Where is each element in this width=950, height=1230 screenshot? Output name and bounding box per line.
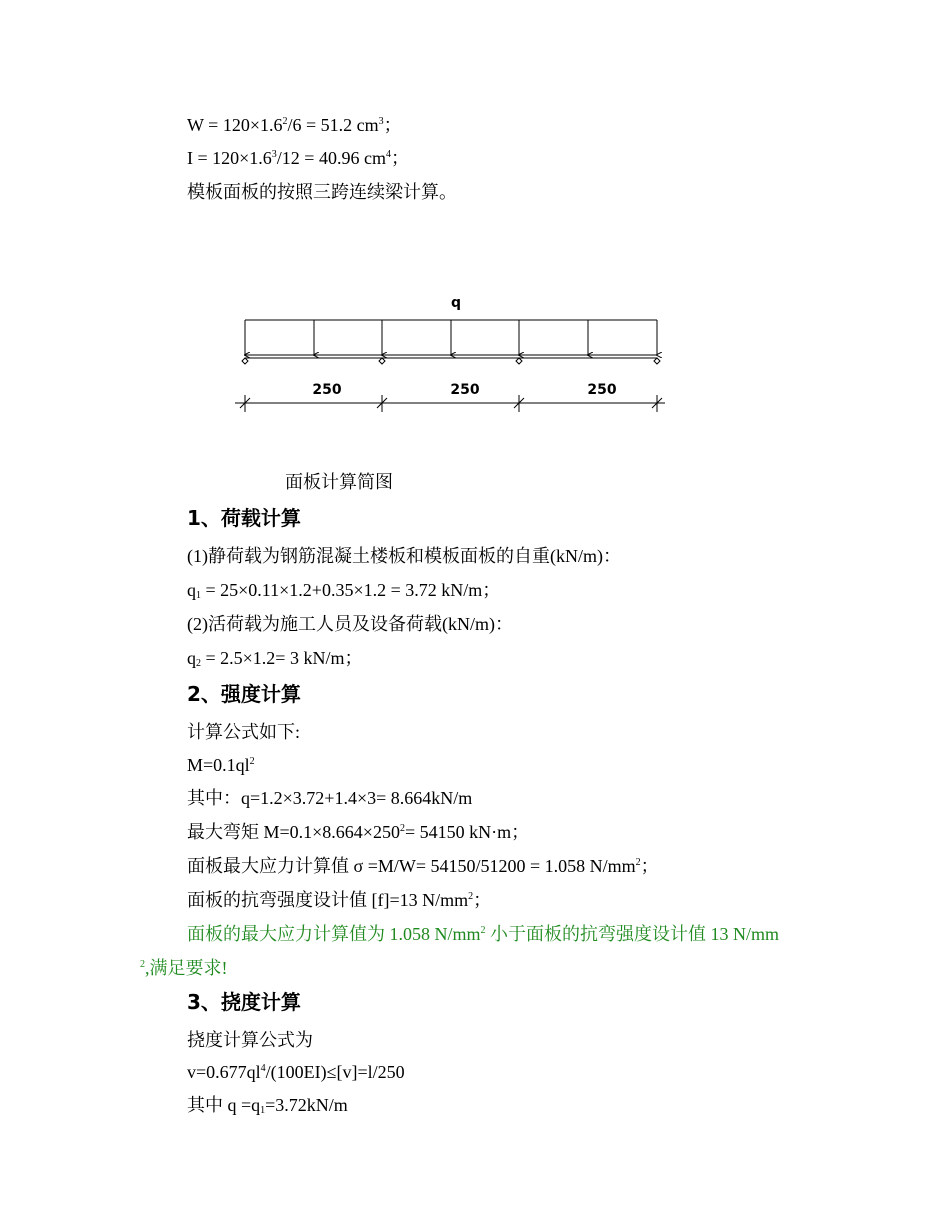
q1-formula: $q_1 = 25\times 0.11\times 1.2+0.35\times 1.2 = 3.72$ kN/m； <box>187 580 501 601</box>
load-arrows <box>245 320 657 355</box>
moment-of-inertia-formula: $I = 120\times 1.6^3/12 = 40.96$ $cm^4$； <box>187 148 409 168</box>
calc-method-text: 模板面板的按照三跨连续梁计算。 <box>187 182 457 202</box>
deflection-formula: $v=0.677ql^4/(100EI)\le[v]=l/250$ <box>187 1062 405 1082</box>
supports <box>242 358 660 364</box>
deflection-q-line: 其中 $q =q_1=3.72kN/m$ <box>187 1095 348 1116</box>
load-label: q <box>450 295 462 311</box>
q2-formula: $q_2 = 2.5\times 1.2= 3$ kN/m； <box>187 648 363 669</box>
strength-conclusion-line-1: 面板的最大应力计算值为 1.058 $N/mm^2$ 小于面板的抗弯强度设计值 13 N/mm <box>187 924 780 944</box>
span-label-2: 250 <box>450 382 480 398</box>
section-1-heading: 1、荷载计算 <box>187 506 301 530</box>
dead-load-text: (1)静荷载为钢筋混凝土楼板和模板面板的自重(kN/m)： <box>187 546 621 566</box>
live-load-text: (2)活荷载为施工人员及设备荷载(kN/m)： <box>187 614 513 634</box>
diagram-caption: 面板计算简图 <box>285 472 393 492</box>
q-line: 其中：q=1.2×3.72+1.4×3= 8.664kN/m <box>187 788 473 808</box>
max-moment: 最大弯矩 $M=0.1\times 8.664\times 250^2= 54150$ kN·m； <box>187 822 530 842</box>
span-label-1: 250 <box>312 382 342 398</box>
section-2-heading: 2、强度计算 <box>187 682 301 706</box>
strength-conclusion-line-2: $^2$,满足要求! <box>140 958 228 978</box>
formula-intro: 计算公式如下: <box>187 722 301 742</box>
max-stress: 面板最大应力计算值 σ =M/W= 54150/51200 = 1.058 $N/mm^2$； <box>187 856 659 876</box>
moment-formula: $M=0.1ql^2$ <box>187 755 255 775</box>
span-label-3: 250 <box>587 382 617 398</box>
beam-diagram <box>225 285 675 425</box>
section-modulus-formula: $W = 120\times 1.6^2/6 = 51.2$ $cm^3$； <box>187 115 402 135</box>
design-strength: 面板的抗弯强度设计值 [f]=13 $N/mm^2$； <box>187 890 492 910</box>
deflection-intro: 挠度计算公式为 <box>187 1030 313 1050</box>
section-3-heading: 3、挠度计算 <box>187 990 301 1014</box>
